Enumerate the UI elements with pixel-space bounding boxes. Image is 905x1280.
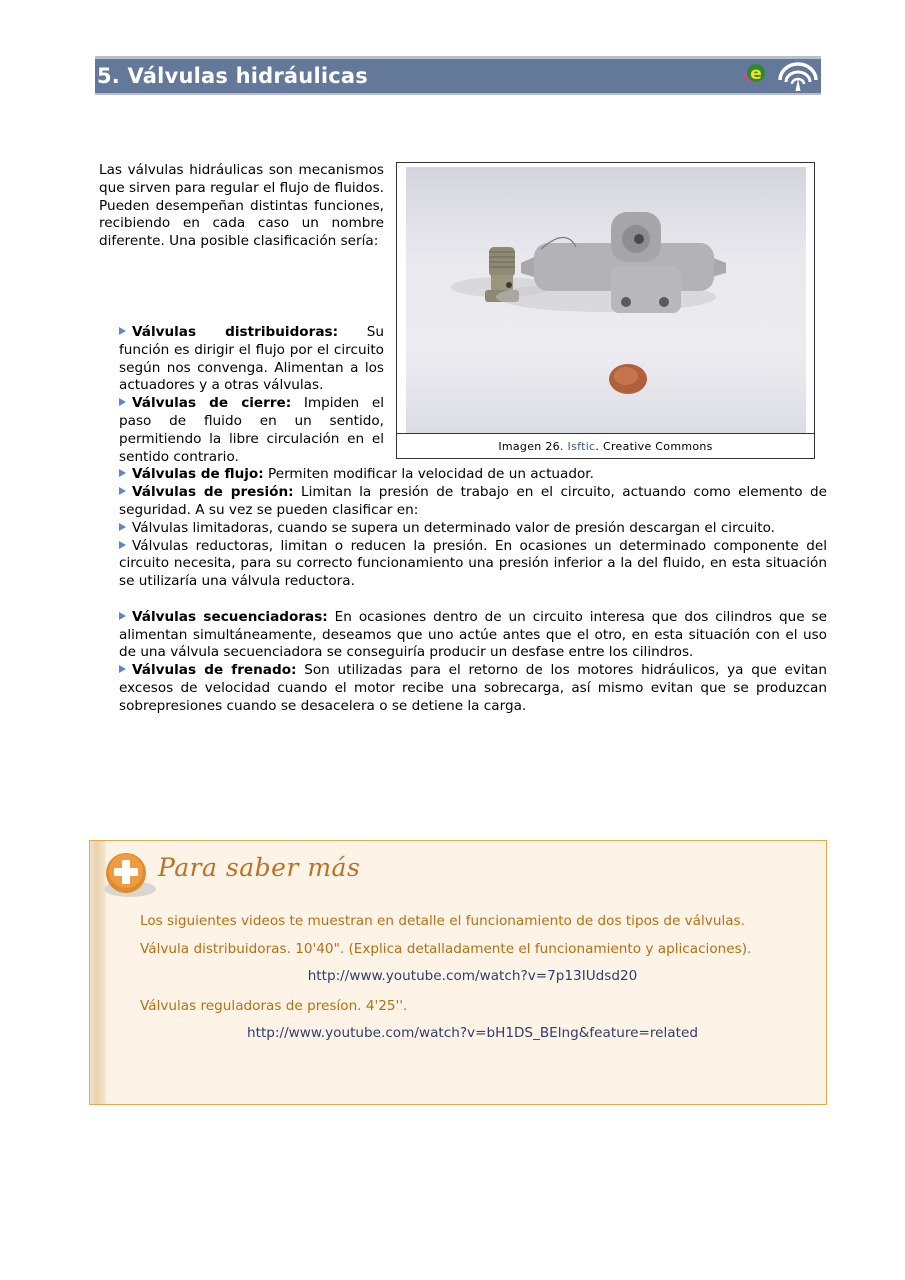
para-saber-mas-box bbox=[89, 840, 827, 1105]
item-text: En ocasiones dentro de un circuito interesa que dos cilindros que se alimentan simultáneamente, deseamos que uno actúe antes que el otro, en esta situación con el uso de una válvula secuenciadora se conseguiría producir un desfase entre los cilindros. bbox=[119, 608, 827, 661]
item-term: Válvulas de presión: bbox=[132, 484, 294, 501]
video2-link[interactable]: http://www.youtube.com/watch?v=bH1DS_BElng&feature=related bbox=[247, 1025, 698, 1041]
item-term: Válvulas de frenado: bbox=[132, 662, 297, 679]
sublist-item-limitadoras bbox=[119, 520, 827, 538]
box-body bbox=[140, 913, 805, 1055]
caption-license: . Creative Commons bbox=[595, 440, 713, 453]
list-item-distribuidoras bbox=[119, 324, 384, 395]
bullet-arrow-icon bbox=[119, 327, 126, 335]
bullet-arrow-icon bbox=[119, 541, 126, 549]
section-header bbox=[95, 56, 821, 95]
list-item-frenado bbox=[119, 662, 827, 715]
bullet-arrow-icon bbox=[119, 665, 126, 673]
list-item-flujo bbox=[119, 466, 827, 484]
item-term: Válvulas de cierre: bbox=[132, 395, 292, 412]
item-text: Permiten modificar la velocidad de un actuador. bbox=[263, 466, 594, 483]
bullet-arrow-icon bbox=[119, 487, 126, 495]
video2-description: Válvulas reguladoras de presíon. 4'25''. bbox=[140, 997, 408, 1014]
item-text: Su función es dirigir el flujo por el circuito según nos convenga. Alimentan a los actuadores y a otras válvulas. bbox=[119, 324, 384, 394]
junta-andalucia-arc-icon bbox=[777, 60, 819, 92]
caption-author-link[interactable]: Isftic bbox=[567, 440, 596, 453]
item-text: Limitan la presión de trabajo en el circuito, actuando como elemento de seguridad. A su vez se pueden clasificar en: bbox=[119, 484, 827, 518]
list-item-cierre bbox=[119, 395, 384, 466]
sublist-item-reductoras bbox=[119, 538, 827, 591]
item-text: Son utilizadas para el retorno de los motores hidráulicos, ya que evitan excesos de velocidad cuando el motor recibe una sobrecarga, así mismo evitan que se produzcan sobrepresiones cuando se desacelera o se detiene la carga. bbox=[119, 662, 828, 714]
list-item-secuenciadoras bbox=[119, 609, 827, 662]
bullet-arrow-icon bbox=[119, 523, 126, 531]
bullet-arrow-icon bbox=[119, 612, 126, 620]
plus-circle-icon bbox=[100, 849, 158, 899]
subitem-text: Válvulas reductoras, limitan o reducen la presión. En ocasiones un determinado componente del circuito necesita, para su correcto funcionamiento una presión inferior a la del fluido, en esta situación se utilizaría una válvula reductora. bbox=[119, 537, 827, 590]
valve-types-list bbox=[119, 324, 827, 716]
caption-prefix: Imagen 26. bbox=[498, 440, 568, 453]
subitem-text: Válvulas limitadoras, cuando se supera un determinado valor de presión descargan el circuito. bbox=[132, 519, 775, 536]
item-term: Válvulas distribuidoras: bbox=[132, 324, 339, 340]
video1-description: Válvula distribuidoras. 10'40". (Explica detalladamente el funcionamiento y aplicaciones). bbox=[140, 940, 752, 957]
box-intro: Los siguientes videos te muestran en detalle el funcionamiento de dos tipos de válvulas. bbox=[140, 913, 745, 929]
video1-link[interactable]: http://www.youtube.com/watch?v=7p13IUdsd20 bbox=[307, 968, 638, 984]
item-term: Válvulas de flujo: bbox=[132, 466, 264, 483]
e-learning-logo-icon bbox=[741, 60, 769, 88]
list-item-presion bbox=[119, 484, 827, 520]
intro-paragraph: Las válvulas hidráulicas son mecanismos que sirven para regular el flujo de fluidos. Pueden desempeñan distintas funciones, recibiendo en cada caso un nombre diferente. Una posible clasificación sería: bbox=[99, 162, 384, 250]
box-title: Para saber más bbox=[158, 853, 361, 882]
bullet-arrow-icon bbox=[119, 398, 126, 406]
bullet-arrow-icon bbox=[119, 469, 126, 477]
page-title: 5. Válvulas hidráulicas bbox=[97, 64, 368, 88]
item-text: Impiden el paso de fluido en un sentido, permitiendo la libre circulación en el sentido contrario. bbox=[119, 395, 384, 465]
item-term: Válvulas secuenciadoras: bbox=[132, 608, 328, 625]
svg-text:e: e bbox=[750, 64, 762, 84]
